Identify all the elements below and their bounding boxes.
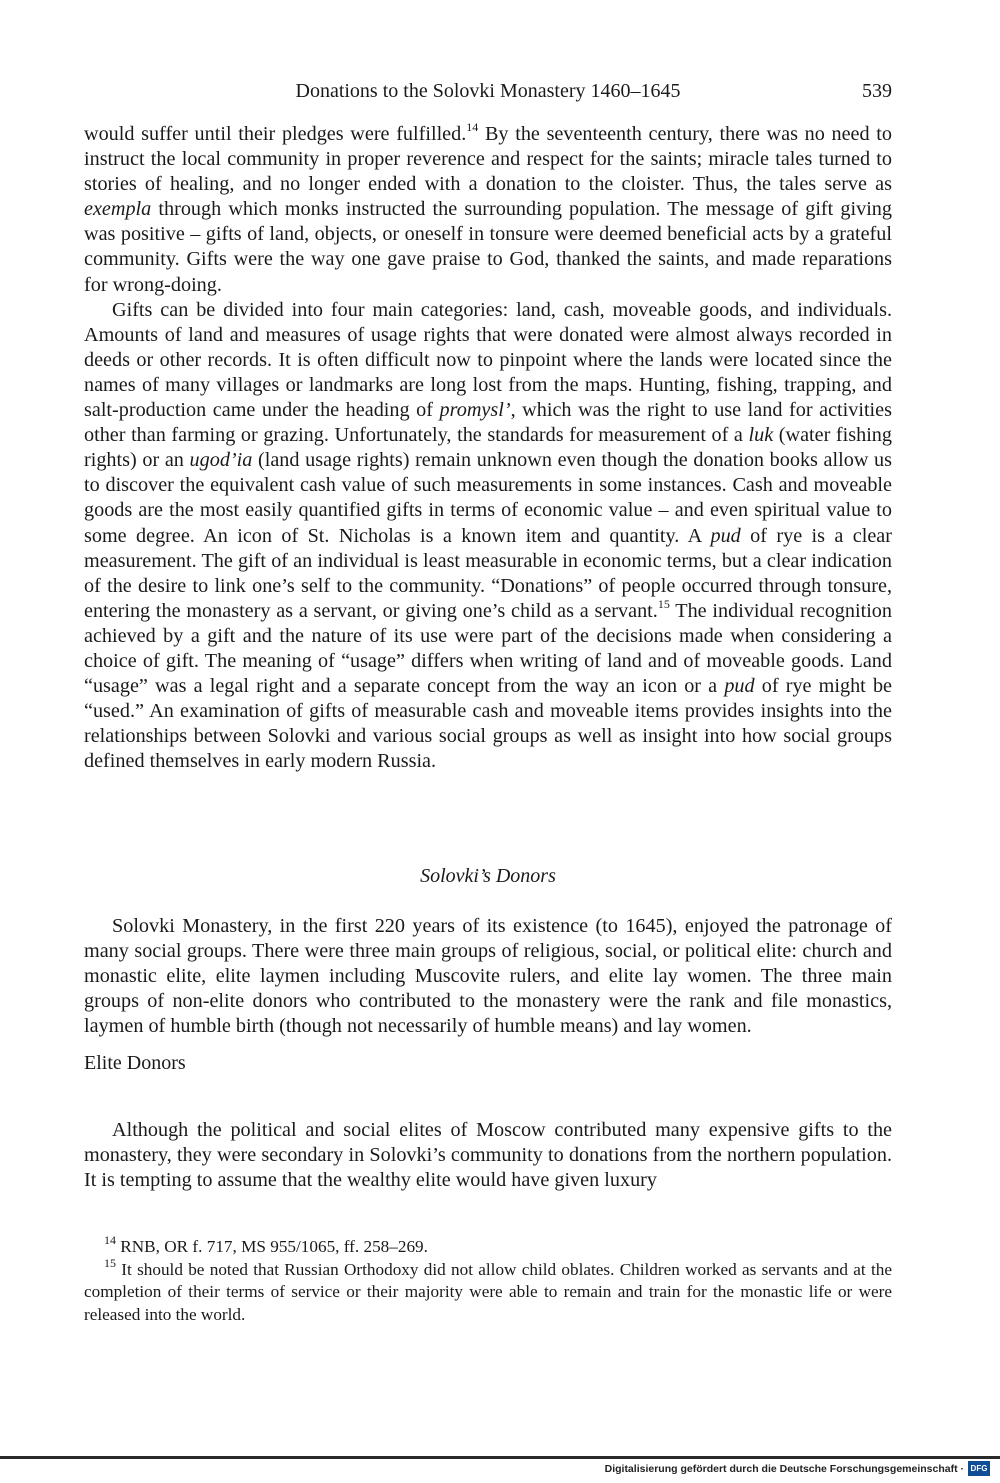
running-head	[84, 80, 892, 110]
footnotes	[84, 1233, 892, 1326]
footnote-number: 15	[104, 1255, 116, 1270]
text-run: of rye might be “used.” An examination of gifts of measurable cash and moveable items provides insights into the relationships between Solovki and various social groups as well as insight into how social groups defined themselves in early modern Russia.	[84, 675, 892, 773]
section-heading: Solovki’s Donors	[420, 865, 556, 887]
paragraph-gift-categories	[84, 298, 892, 775]
text-run: of rye is a clear measurement. The gift of an individual is least measurable in economic terms, but a clear indication of the desire to link one’s self to the community. “Donations” of people occurred through tonsure, entering the monastery as a servant, or giving one’s child as a servant.	[84, 524, 892, 622]
page-number: 539	[862, 80, 892, 102]
italic-term: ugod’ia	[189, 449, 253, 472]
italic-term: promysl’	[439, 399, 511, 422]
body-text	[84, 122, 892, 774]
footnote-ref-15[interactable]: 15	[657, 597, 670, 612]
text-run: through which monks instructed the surrounding population. The message of gift giving was positive – gifts of land, objects, or oneself in tonsure were deemed beneficial acts by a grateful community. Gifts were the way one gave praise to God, thanked the saints, and made reparations for wrong-doing.	[84, 198, 892, 296]
dfg-logo-icon: DFG	[968, 1461, 990, 1476]
text-run: (water fishing rights) or an	[84, 424, 892, 472]
text-run: (land usage rights) remain unknown even though the donation books allow us to discover the equivalent cash value of such measurements in some instances. Cash and moveable goods are the most easily quantified gifts in terms of economic value – and even spiritual value to some degree. An icon of St. Nicholas is a known item and quantity. A	[84, 449, 892, 547]
paragraph-continuation	[84, 122, 892, 298]
text-run: Gifts can be divided into four main categories: land, cash, moveable goods, and individuals. Amounts of land and measures of usage rights that were donated were almost always recorded in deeds or other records. It is often difficult now to pinpoint where the lands were located since the names of many villages or landmarks are long lost from the maps. Hunting, fishing, trapping, and salt-production came under the heading of	[84, 298, 892, 422]
digitization-note: Digitalisierung gefördert durch die Deutsche Forschungsgemeinschaft ·	[604, 1463, 964, 1475]
bottom-rule	[0, 1456, 1000, 1459]
text-run: , which was the right to use land for activities other than farming or grazing. Unfortunately, the standards for measurement of a	[84, 399, 892, 447]
footnote-text: It should be noted that Russian Orthodoxy did not allow child oblates. Children worked as servants and at the completion of their terms of service or their majority were able to remain and train for the monastic life or were released into the world.	[84, 1259, 892, 1324]
italic-term: pud	[710, 524, 741, 547]
running-title: Donations to the Solovki Monastery 1460–1645	[295, 80, 681, 102]
paragraph-donors: Solovki Monastery, in the first 220 years of its existence (to 1645), enjoyed the patronage of many social groups. There were three main groups of religious, social, or political elite: church and monastic elite, elite laymen including Muscovite rulers, and elite lay women. The three main groups of non-elite donors who contributed to the monastery were the rank and file monastics, laymen of humble birth (though not necessarily of humble means) and lay women.	[84, 915, 892, 1038]
footnote-15	[84, 1255, 892, 1327]
elite-text	[84, 1118, 892, 1193]
text-run: would suffer until their pledges were fulfilled.	[84, 123, 467, 145]
footnote-number: 14	[104, 1233, 116, 1248]
text-run: The individual recognition achieved by a gift and the nature of its use were part of the decisions made when considering a choice of gift. The meaning of “usage” differs when writing of land and of moveable goods. Land “usage” was a legal right and a separate concept from the way an icon or a	[84, 599, 892, 698]
section-text	[84, 914, 892, 1039]
italic-term: exempla	[84, 198, 152, 221]
italic-term: pud	[724, 675, 755, 698]
footnote-ref-14[interactable]: 14	[466, 120, 479, 135]
subsection-heading: Elite Donors	[84, 1052, 186, 1074]
paragraph-elite-donors: Although the political and social elites of Moscow contributed many expensive gifts to the monastery, they were secondary in Solovki’s community to donations from the northern population. It is tempting to assume that the wealthy elite would have given luxury	[84, 1119, 892, 1192]
footnote-14	[84, 1233, 892, 1259]
footnote-text: RNB, OR f. 717, MS 955/1065, ff. 258–269.	[116, 1237, 428, 1256]
italic-term: luk	[748, 424, 774, 447]
text-run: By the seventeenth century, there was no need to instruct the local community in proper reverence and respect for the saints; miracle tales turned to stories of healing, and no longer ended with a donation to the cloister. Thus, the tales serve as	[84, 123, 892, 196]
